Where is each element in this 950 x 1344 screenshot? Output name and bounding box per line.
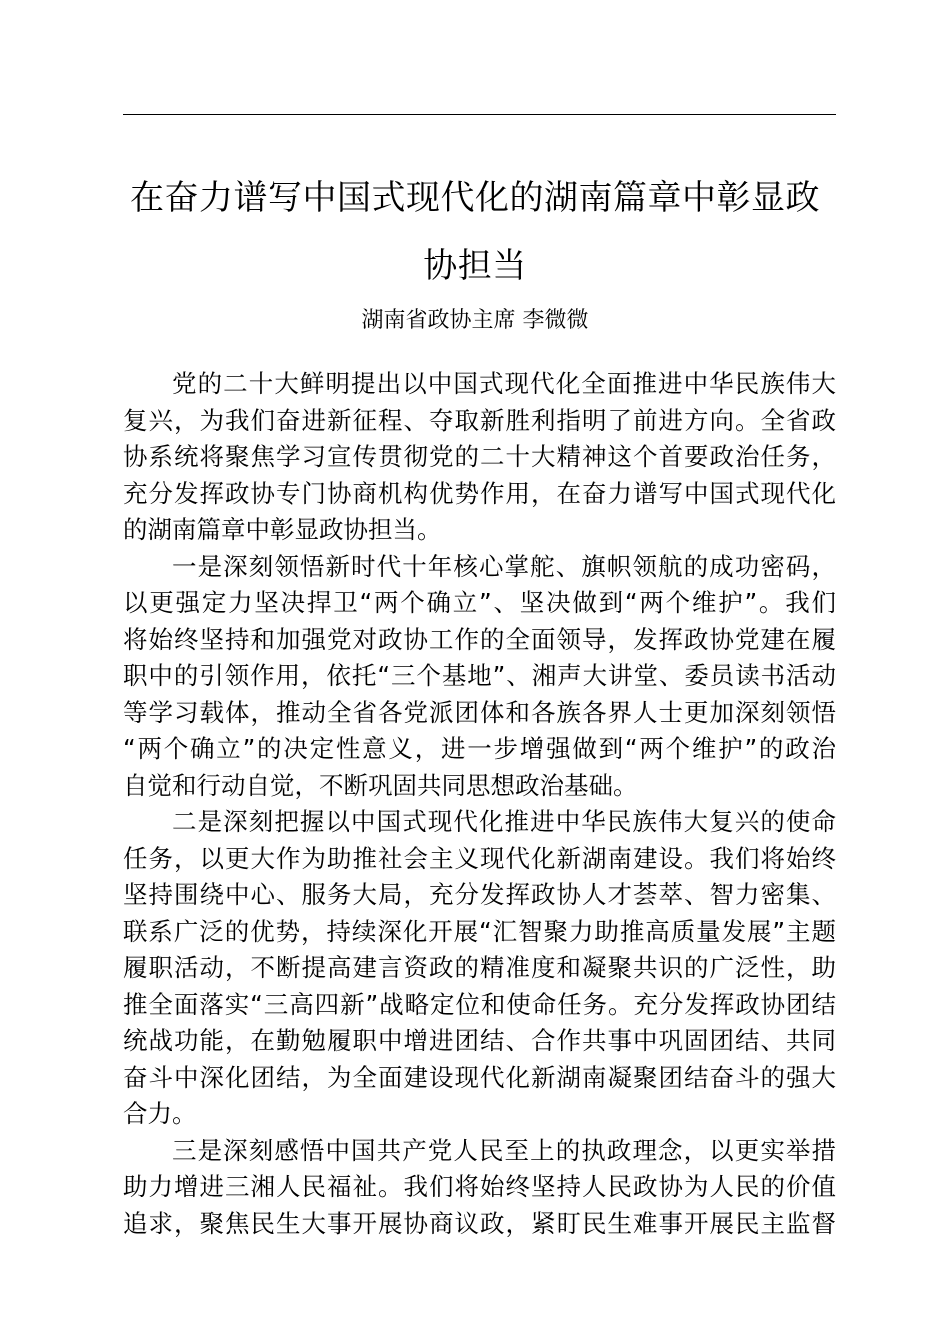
paragraph-line: 统战功能，在勤勉履职中增进团结、合作共事中巩固团结、共同 xyxy=(123,1026,836,1055)
paragraph-line: 助力增进三湘人民福祉。我们将始终坚持人民政协为人民的价值 xyxy=(123,1172,836,1201)
paragraph-line: 任务，以更大作为助推社会主义现代化新湖南建设。我们将始终 xyxy=(123,843,836,873)
paragraph-line: 等学习载体，推动全省各党派团体和各族各界人士更加深刻领悟 xyxy=(123,697,836,727)
paragraph-line: 三是深刻感悟中国共产党人民至上的执政理念，以更实举措 xyxy=(172,1135,836,1165)
header-rule xyxy=(123,114,836,115)
paragraph-3 xyxy=(123,804,836,1133)
paragraph-line: 一是深刻领悟新时代十年核心掌舵、旗帜领航的成功密码， xyxy=(172,551,836,581)
paragraph-line: 追求，聚焦民生大事开展协商议政，紧盯民生难事开展民主监督 xyxy=(123,1208,836,1238)
paragraph-line: 将始终坚持和加强党对政协工作的全面领导，发挥政协党建在履 xyxy=(123,624,836,654)
paragraph-4 xyxy=(123,1133,836,1243)
article-author: 湖南省政协主席 李微微 xyxy=(361,308,589,333)
article-title-line-2: 协担当 xyxy=(423,246,527,286)
paragraph-line: 履职活动，不断提高建言资政的精准度和凝聚共识的广泛性，助 xyxy=(123,953,836,982)
paragraph-line: 坚持围绕中心、服务大局，充分发挥政协人才荟萃、智力密集、 xyxy=(123,880,836,909)
paragraph-line: 自觉和行动自觉，不断巩固共同思想政治基础。 xyxy=(123,770,638,800)
paragraph-line: 充分发挥政协专门协商机构优势作用，在奋力谱写中国式现代化 xyxy=(123,478,836,508)
paragraph-line: 合力。 xyxy=(123,1099,197,1128)
paragraph-line: 复兴，为我们奋进新征程、夺取新胜利指明了前进方向。全省政 xyxy=(123,405,836,435)
paragraph-line: “两个确立”的决定性意义，进一步增强做到“两个维护”的政治 xyxy=(123,734,836,763)
article-title-line-1: 在奋力谱写中国式现代化的湖南篇章中彰显政 xyxy=(130,178,820,218)
paragraph-line: 二是深刻把握以中国式现代化推进中华民族伟大复兴的使命 xyxy=(172,807,836,836)
paragraph-line: 推全面落实“三高四新”战略定位和使命任务。充分发挥政协团结 xyxy=(123,989,836,1019)
paragraph-line: 的湖南篇章中彰显政协担当。 xyxy=(123,515,442,544)
paragraph-line: 协系统将聚焦学习宣传贯彻党的二十大精神这个首要政治任务， xyxy=(123,442,836,471)
paragraph-line: 以更强定力坚决捍卫“两个确立”、坚决做到“两个维护”。我们 xyxy=(123,588,836,617)
paragraph-line: 党的二十大鲜明提出以中国式现代化全面推进中华民族伟大 xyxy=(172,369,836,398)
paragraph-2 xyxy=(123,549,836,805)
paragraph-line: 奋斗中深化团结，为全面建设现代化新湖南凝聚团结奋斗的强大 xyxy=(123,1062,836,1092)
article-body xyxy=(123,366,836,1242)
paragraph-line: 职中的引领作用，依托“三个基地”、湘声大讲堂、委员读书活动 xyxy=(123,661,836,690)
paragraph-line: 联系广泛的优势，持续深化开展“汇智聚力助推高质量发展”主题 xyxy=(123,916,836,946)
paragraph-1 xyxy=(123,366,836,549)
